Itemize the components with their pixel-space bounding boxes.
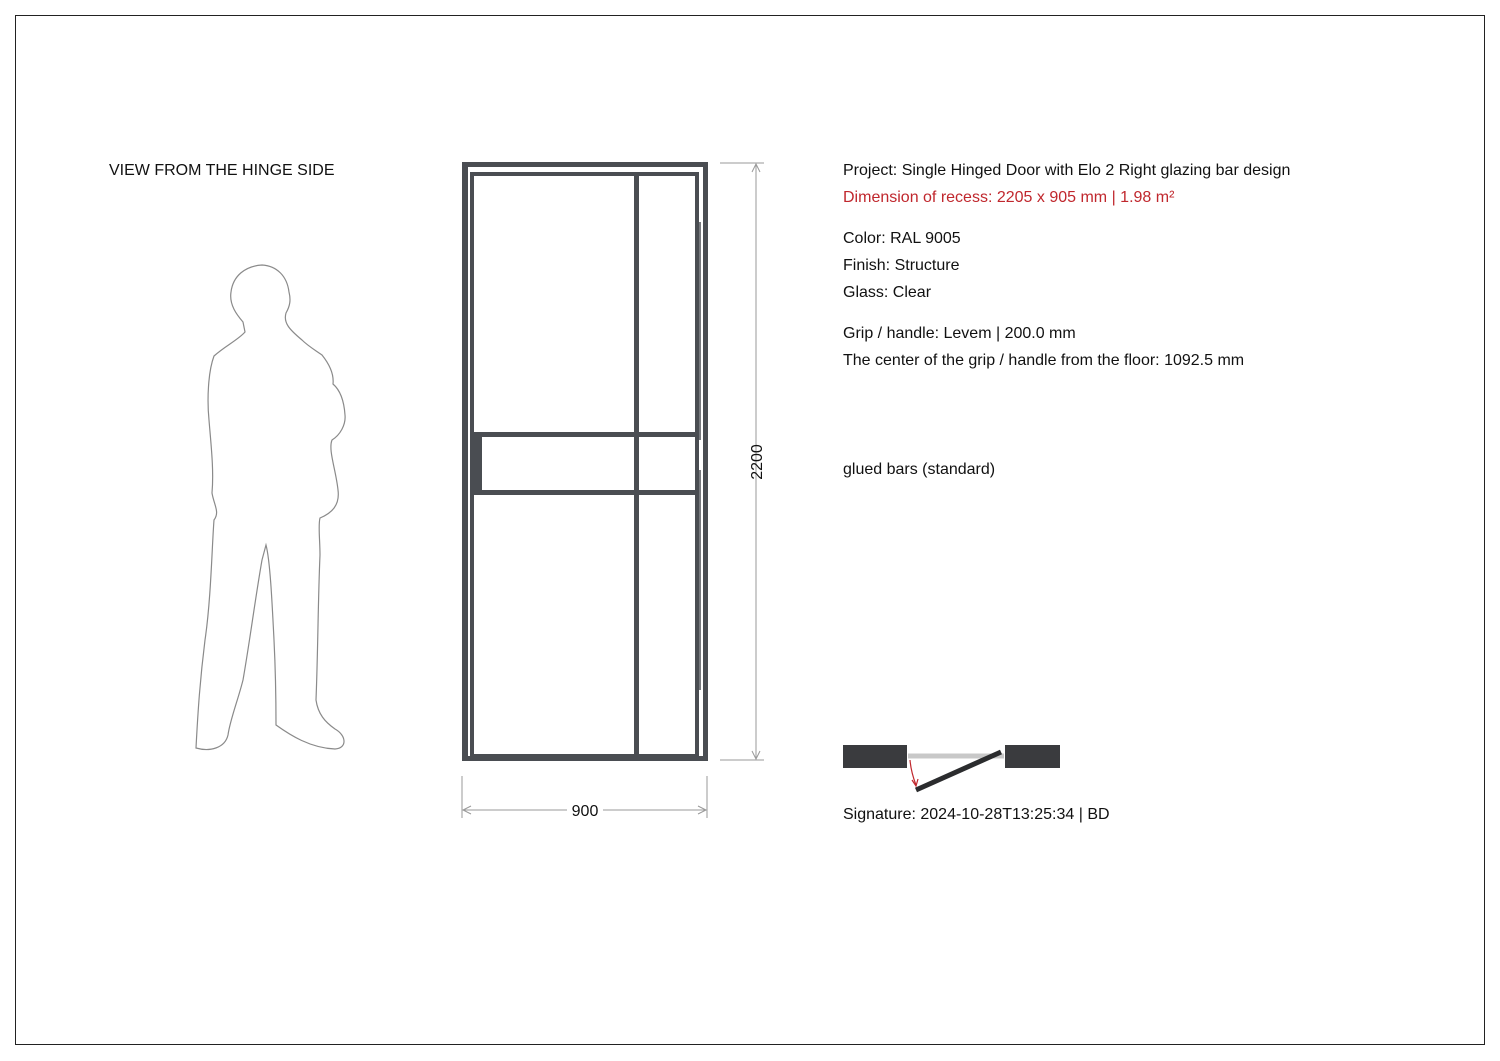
finish-spec: Finish: Structure: [843, 257, 960, 274]
glazing-bar-vertical: [634, 174, 639, 756]
door-hinge-jamb: [462, 164, 468, 759]
bars-spec: glued bars (standard): [843, 461, 996, 478]
glazing-bar-horizontal-upper: [472, 432, 697, 437]
glazing-bar-horizontal-lower: [472, 490, 697, 495]
door-inner-frame: [472, 174, 697, 756]
opening-direction-symbol: [843, 745, 1060, 790]
project-title: Project: Single Hinged Door with Elo 2 Right glazing bar design: [843, 162, 1291, 179]
grip-center-spec: The center of the grip / handle from the floor: 1092.5 mm: [843, 352, 1245, 369]
recess-dimension: Dimension of recess: 2205 x 905 mm | 1.98 m²: [843, 189, 1175, 206]
height-dimension-label: 2200: [749, 444, 766, 480]
human-silhouette: [196, 265, 345, 749]
glass-spec: Glass: Clear: [843, 284, 932, 301]
width-dimension-label: 900: [571, 803, 599, 820]
glazing-bar-stub: [474, 432, 482, 495]
signature: Signature: 2024-10-28T13:25:34 | BD: [843, 806, 1110, 823]
color-spec: Color: RAL 9005: [843, 230, 961, 247]
door-outer-frame: [465, 165, 706, 759]
grip-spec: Grip / handle: Levem | 200.0 mm: [843, 325, 1076, 342]
view-title: VIEW FROM THE HINGE SIDE: [109, 162, 335, 179]
